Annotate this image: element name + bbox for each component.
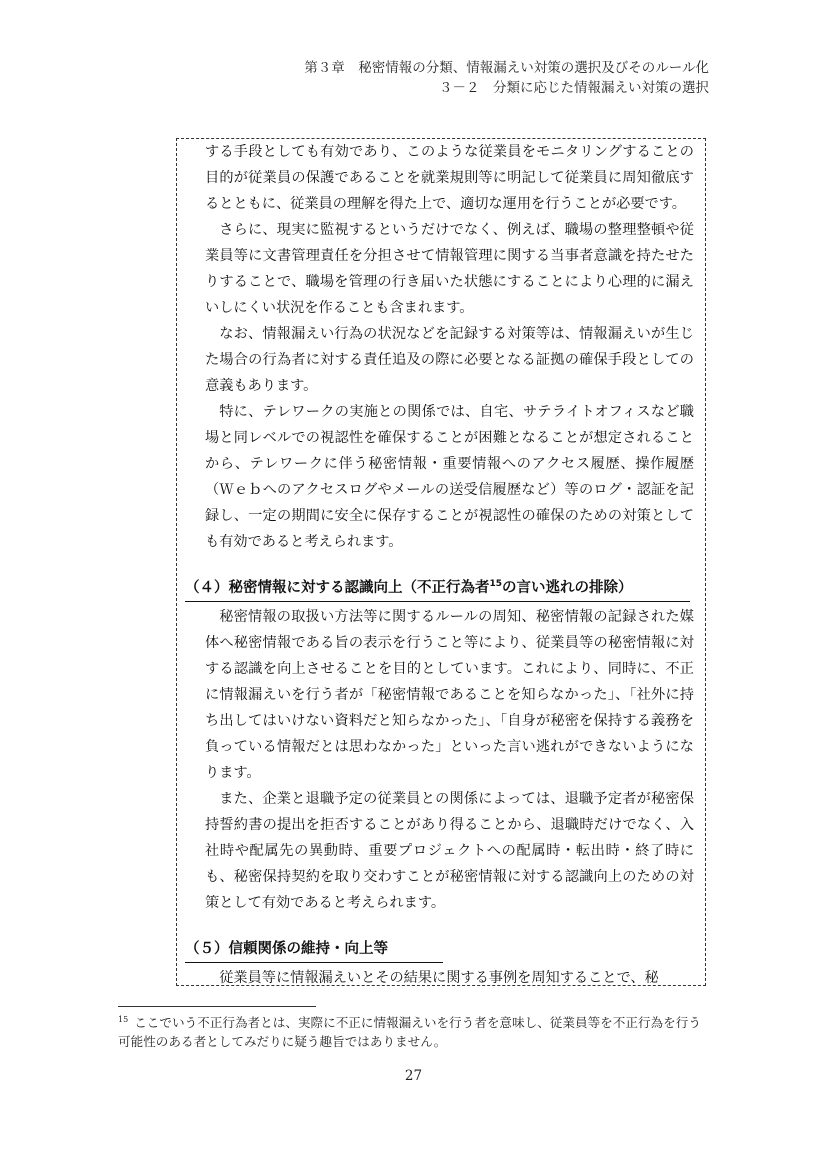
section-title: ３－２ 分類に応じた情報漏えい対策の選択: [439, 80, 709, 96]
paragraph: また、企業と退職予定の従業員との関係によっては、退職予定者が秘密保持誓約書の提出を拒否することがあり得ることから、退職時だけでなく、入社時や配属先の異動時、重要プロジェクトへの配属時・転出時・終了時にも、秘密保持契約を取り交わすことが秘密情報に対する認識向上のための対策として有効であると考えられます。: [205, 791, 694, 911]
paragraph: する手段としても有効であり、このような従業員をモニタリングすることの目的が従業員の保護であることを就業規則等に明記して従業員に周知徹底するとともに、従業員の理解を得た上で、適切な運用を行うことが必要です。: [205, 144, 694, 212]
footnote-ref[interactable]: 15: [489, 579, 503, 589]
paragraph: 秘密情報の取扱い方法等に関するルールの周知、秘密情報の記録された媒体へ秘密情報である旨の表示を行うこと等により、従業員等の秘密情報に対する認識を向上させることを目的としています。これにより、同時に、不正に情報漏えいを行う者が「秘密情報であることを知らなかった」、「社外に持ち出してはいけない資料だと知らなかった」、「自身が秘密を保持する義務を負っている情報だとは思わなかった」といった言い逃れができないようになります。: [205, 609, 694, 781]
section-heading-4: [185, 575, 690, 602]
content-body: [185, 139, 694, 991]
footnote: [118, 1013, 710, 1051]
footnote-divider: [118, 1006, 316, 1007]
paragraph: 従業員等に情報漏えいとその結果に関する事例を周知することで、秘: [219, 970, 659, 986]
running-header: [304, 58, 709, 98]
paragraph: さらに、現実に監視するというだけでなく、例えば、職場の整理整頓や従業員等に文書管理責任を分担させて情報管理に関する当事者意識を持たせたりすることで、職場を管理の行き届いた状態にすることにより心理的に漏えいしにくい状況を作ることも含まれます。: [205, 222, 694, 316]
paragraph: 特に、テレワークの実施との関係では、自宅、サテライトオフィスなど職場と同レベルでの視認性を確保することが困難となることが想定されることから、テレワークに伴う秘密情報・重要情報へのアクセス履歴、操作履歴（Ｗｅｂへのアクセスログやメールの送受信履歴など）等のログ・認証を記録し、一定の期間に安全に保存することが視認性の確保のための対策としても有効であると考えられます。: [205, 404, 694, 550]
page-number: 27: [404, 1068, 423, 1084]
section-heading-5: （５）信頼関係の維持・向上等: [185, 936, 443, 963]
chapter-title: 第３章 秘密情報の分類、情報漏えい対策の選択及びそのルール化: [304, 60, 709, 76]
section-heading-4-text: （４）秘密情報に対する認識向上（不正行為者: [185, 580, 490, 596]
section-heading-4-text-end: の言い逃れの排除）: [502, 580, 633, 596]
paragraph: なお、情報漏えい行為の状況などを記録する対策等は、情報漏えいが生じた場合の行為者に対する責任追及の際に必要となる証拠の確保手段としての意義もあります。: [205, 326, 694, 394]
footnote-text: ここでいう不正行為者とは、実際に不正に情報漏えいを行う者を意味し、従業員等を不正行為を行う可能性のある者としてみだりに疑う趣旨ではありません。: [118, 1015, 701, 1049]
footnote-number: 15: [118, 1015, 129, 1024]
content-box: [176, 138, 706, 986]
